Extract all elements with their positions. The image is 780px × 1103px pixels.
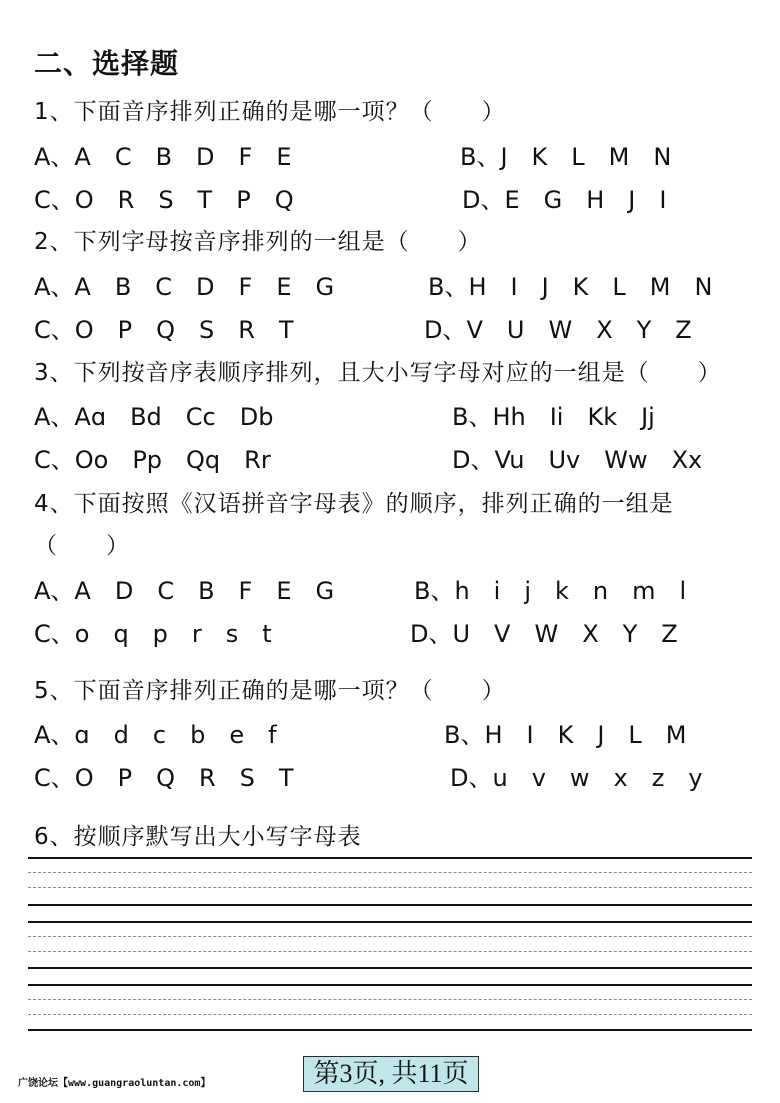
q2-option-b: B、H I J K L M N: [428, 273, 713, 301]
guide-line-solid: [28, 857, 752, 859]
q1-option-c: C、O R S T P Q: [34, 186, 294, 214]
guide-line-solid: [28, 984, 752, 986]
q2-option-c: C、O P Q S R T: [34, 316, 294, 344]
q5-option-b: B、H I K J L M: [444, 721, 687, 749]
guide-line-dashed: [28, 951, 752, 952]
q3-option-b: B、Hh Ii Kk Jj: [452, 403, 655, 431]
q5-option-a: A、ɑ d c b e f: [34, 721, 277, 749]
q4-option-d: D、U V W X Y Z: [410, 620, 678, 648]
guide-line-dashed: [28, 872, 752, 873]
guide-line-dashed: [28, 887, 752, 888]
q4-option-b: B、h i j k n m l: [414, 577, 687, 605]
question-4: 4、下面按照《汉语拼音字母表》的顺序，排列正确的一组是: [34, 491, 674, 517]
q5-option-c: C、O P Q R S T: [34, 764, 294, 792]
q5-option-d: D、u v w x z y: [450, 764, 703, 792]
q1-option-d: D、E G H J I: [462, 186, 667, 214]
site-watermark: 广饶论坛【www.guangraoluntan.com】: [18, 1078, 211, 1089]
guide-line-solid: [28, 1029, 752, 1031]
question-5: 5、下面音序排列正确的是哪一项？（ ）: [34, 678, 506, 704]
q4-option-c: C、o q p r s t: [34, 620, 272, 648]
question-4-blank: （ ）: [34, 533, 130, 559]
q2-option-d: D、V U W X Y Z: [424, 316, 692, 344]
question-6: 6、按顺序默写出大小写字母表: [34, 824, 362, 850]
q1-option-b: B、J K L M N: [460, 143, 672, 171]
q3-option-a: A、Aɑ Bd Cc Db: [34, 403, 274, 431]
guide-line-solid: [28, 904, 752, 906]
guide-line-dashed: [28, 936, 752, 937]
question-2: 2、下列字母按音序排列的一组是（ ）: [34, 229, 482, 255]
page-number: 第3页, 共11页: [303, 1056, 479, 1092]
q4-option-a: A、A D C B F E G: [34, 577, 335, 605]
q1-option-a: A、A C B D F E: [34, 143, 292, 171]
guide-line-dashed: [28, 999, 752, 1000]
question-3: 3、下列按音序表顺序排列，且大小写字母对应的一组是（ ）: [34, 360, 722, 386]
q3-option-c: C、Oo Pp Qq Rr: [34, 446, 271, 474]
q3-option-d: D、Vu Uv Ww Xx: [452, 446, 703, 474]
guide-line-solid: [28, 921, 752, 923]
q2-option-a: A、A B C D F E G: [34, 273, 335, 301]
section-title: 二、选择题: [34, 47, 180, 80]
question-1: 1、下面音序排列正确的是哪一项？（ ）: [34, 99, 506, 125]
guide-line-dashed: [28, 1014, 752, 1015]
guide-line-solid: [28, 967, 752, 969]
